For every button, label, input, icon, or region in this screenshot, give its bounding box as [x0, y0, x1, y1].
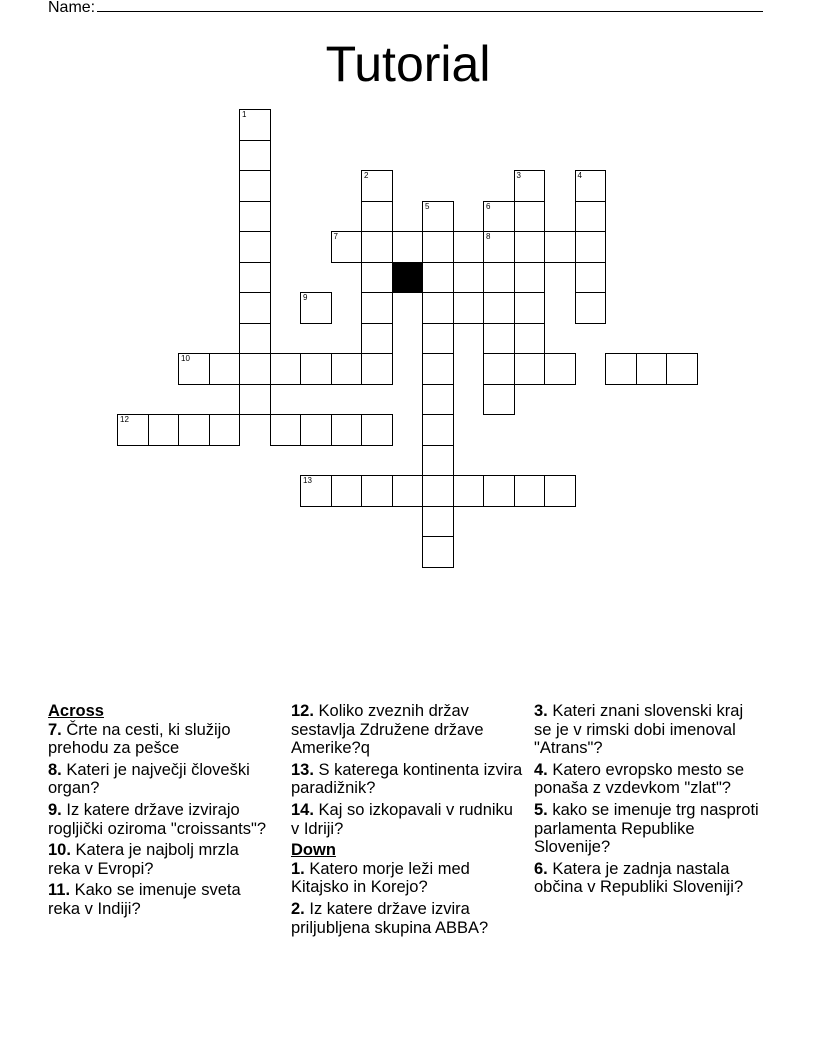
crossword-cell[interactable] [239, 109, 271, 141]
crossword-cell[interactable] [483, 231, 515, 263]
clue-item-text: Črte na cesti, ki služijo prehodu za pešce [48, 720, 231, 758]
clue-item [291, 761, 523, 798]
across-clue-list-continued [291, 702, 523, 838]
crossword-cell[interactable] [239, 353, 271, 385]
crossword-cell[interactable] [239, 292, 271, 324]
black-cell [392, 262, 424, 294]
clue-item-number: 5. [534, 800, 548, 819]
crossword-cell[interactable] [453, 292, 485, 324]
clue-item-number: 9. [48, 800, 62, 819]
clue-number: 8 [486, 232, 491, 241]
clue-item-text: kako se imenuje trg nasproti parlamenta Republike Slovenije? [534, 800, 759, 857]
crossword-cell[interactable] [361, 262, 393, 294]
clue-item-text: S katerega kontinenta izvira paradižnik? [291, 760, 523, 798]
crossword-cell[interactable] [300, 414, 332, 446]
clue-number: 6 [486, 201, 491, 211]
crossword-cell[interactable] [209, 414, 241, 446]
crossword-cell[interactable] [331, 414, 363, 446]
clue-item-number: 13. [291, 760, 314, 779]
clue-item [291, 702, 523, 758]
clue-column-2 [291, 702, 523, 940]
crossword-cell[interactable] [514, 201, 546, 233]
clue-number: 9 [303, 293, 308, 302]
clue-item [48, 801, 273, 838]
clue-item-number: 2. [291, 899, 305, 918]
clue-item [534, 761, 764, 798]
crossword-cell[interactable] [422, 475, 454, 507]
crossword-cell[interactable] [300, 475, 332, 507]
clue-item-number: 3. [534, 702, 548, 720]
clue-number: 1 [242, 110, 247, 119]
crossword-cell[interactable] [239, 384, 271, 416]
crossword-cell[interactable] [239, 323, 271, 355]
crossword-cell[interactable] [422, 384, 454, 416]
clue-number: 2 [364, 171, 369, 180]
clue-number: 4 [577, 171, 582, 180]
crossword-cell[interactable] [483, 201, 515, 233]
crossword-cell[interactable] [361, 201, 393, 233]
clue-item [291, 801, 523, 838]
clue-item-text: Katera je zadnja nastala občina v Republiki Sloveniji? [534, 859, 744, 897]
crossword-cell[interactable] [361, 231, 393, 263]
clue-item [48, 721, 273, 758]
crossword-cell[interactable] [331, 231, 363, 263]
clue-item-text: Koliko zveznih držav sestavlja Združene države Amerike?q [291, 702, 484, 758]
crossword-cell[interactable] [361, 414, 393, 446]
crossword-cell[interactable] [514, 231, 546, 263]
clue-item [534, 702, 764, 758]
clue-column-1 [48, 702, 273, 922]
crossword-cell[interactable] [422, 445, 454, 477]
crossword-cell[interactable] [361, 323, 393, 355]
crossword-cell[interactable] [514, 323, 546, 355]
crossword-cell[interactable] [514, 353, 546, 385]
crossword-cell[interactable] [270, 414, 302, 446]
clue-number: 5 [425, 201, 430, 211]
crossword-cell[interactable] [422, 536, 454, 568]
crossword-cell[interactable] [483, 262, 515, 294]
clue-item-number: 11. [48, 881, 71, 900]
clue-item-text: Iz katere države izvirajo rogljički oziroma "croissants"? [48, 800, 267, 838]
crossword-cell[interactable] [483, 353, 515, 385]
crossword-cell[interactable] [422, 292, 454, 324]
down-heading: Down [291, 841, 336, 860]
clue-item-number: 1. [291, 859, 305, 878]
crossword-cell[interactable] [209, 353, 241, 385]
clue-number: 3 [516, 171, 521, 180]
crossword-cell[interactable] [178, 414, 210, 446]
crossword-cell[interactable] [361, 353, 393, 385]
crossword-cell[interactable] [148, 414, 180, 446]
clue-item-number: 6. [534, 859, 548, 878]
crossword-cell[interactable] [331, 353, 363, 385]
crossword-cell[interactable] [239, 170, 271, 202]
clue-number: 10 [181, 354, 190, 363]
clue-item-text: Kako se imenuje sveta reka v Indiji? [48, 881, 241, 918]
crossword-cell[interactable] [422, 353, 454, 385]
crossword-cell[interactable] [178, 353, 210, 385]
crossword-cell[interactable] [422, 414, 454, 446]
clue-item [48, 841, 273, 878]
clue-item-text: Katero morje leži med Kitajsko in Korejo? [291, 859, 470, 897]
crossword-cell[interactable] [422, 262, 454, 294]
name-label: Name: [48, 0, 96, 16]
crossword-cell[interactable] [514, 262, 546, 294]
clue-item-number: 7. [48, 720, 62, 739]
clue-item [291, 900, 523, 937]
clue-item-text: Kateri je največji človeški organ? [48, 760, 250, 798]
crossword-cell[interactable] [575, 292, 607, 324]
clue-item-text: Iz katere države izvira priljubljena skupina ABBA? [291, 899, 489, 937]
crossword-cell[interactable] [575, 170, 607, 202]
crossword-cell[interactable] [361, 292, 393, 324]
crossword-cell[interactable] [483, 292, 515, 324]
crossword-cell[interactable] [514, 292, 546, 324]
clue-item-text: Katera je najbolj mrzla reka v Evropi? [48, 841, 239, 878]
crossword-cell[interactable] [453, 475, 485, 507]
crossword-cell[interactable] [422, 201, 454, 233]
clue-item-number: 14. [291, 800, 314, 819]
clue-column-3 [534, 702, 764, 900]
crossword-cell[interactable] [514, 170, 546, 202]
crossword-cell[interactable] [666, 353, 698, 385]
crossword-cell[interactable] [239, 140, 271, 172]
clue-item-number: 10. [48, 841, 71, 860]
clue-item-text: Katero evropsko mesto se ponaša z vzdevkom "zlat"? [534, 760, 745, 798]
crossword-cell[interactable] [239, 262, 271, 294]
crossword-cell[interactable] [636, 353, 668, 385]
clue-item [534, 860, 764, 897]
across-heading: Across [48, 702, 104, 720]
clue-number: 13 [303, 476, 312, 485]
clue-item [291, 860, 523, 897]
crossword-cell[interactable] [575, 201, 607, 233]
crossword-cell[interactable] [392, 231, 424, 263]
crossword-cell[interactable] [361, 170, 393, 202]
crossword-cell[interactable] [239, 201, 271, 233]
clue-item [48, 881, 273, 918]
crossword-cell[interactable] [575, 231, 607, 263]
clue-number: 12 [120, 415, 129, 424]
clue-item-text: Kateri znani slovenski kraj se je v rimski dobi imenoval "Atrans"? [534, 702, 744, 758]
crossword-cell[interactable] [453, 231, 485, 263]
clue-item-text: Kaj so izkopavali v rudniku v Idriji? [291, 800, 513, 838]
clue-item [534, 801, 764, 857]
crossword-cell[interactable] [239, 231, 271, 263]
across-clue-list [48, 721, 273, 919]
down-clue-list-continued [534, 702, 764, 897]
crossword-cell[interactable] [300, 353, 332, 385]
clue-item-number: 8. [48, 760, 62, 779]
crossword-cell[interactable] [422, 323, 454, 355]
crossword-cell[interactable] [605, 353, 637, 385]
down-clue-list [291, 860, 523, 937]
crossword-cell[interactable] [544, 231, 576, 263]
crossword-cell[interactable] [575, 262, 607, 294]
crossword-cell[interactable] [544, 353, 576, 385]
crossword-cell[interactable] [300, 292, 332, 324]
clue-item-number: 12. [291, 702, 314, 720]
crossword-cell[interactable] [514, 475, 546, 507]
crossword-cell[interactable] [483, 384, 515, 416]
page-title: Tutorial [325, 36, 491, 92]
crossword-cell[interactable] [483, 323, 515, 355]
clue-item-number: 4. [534, 760, 548, 779]
crossword-cell[interactable] [422, 506, 454, 538]
crossword-cell[interactable] [361, 475, 393, 507]
crossword-cell[interactable] [392, 475, 424, 507]
crossword-cell[interactable] [483, 475, 515, 507]
clue-item [48, 761, 273, 798]
crossword-cell[interactable] [331, 475, 363, 507]
crossword-cell[interactable] [544, 475, 576, 507]
clue-number: 7 [333, 232, 338, 241]
crossword-cell[interactable] [422, 231, 454, 263]
crossword-cell[interactable] [117, 414, 149, 446]
crossword-cell[interactable] [270, 353, 302, 385]
